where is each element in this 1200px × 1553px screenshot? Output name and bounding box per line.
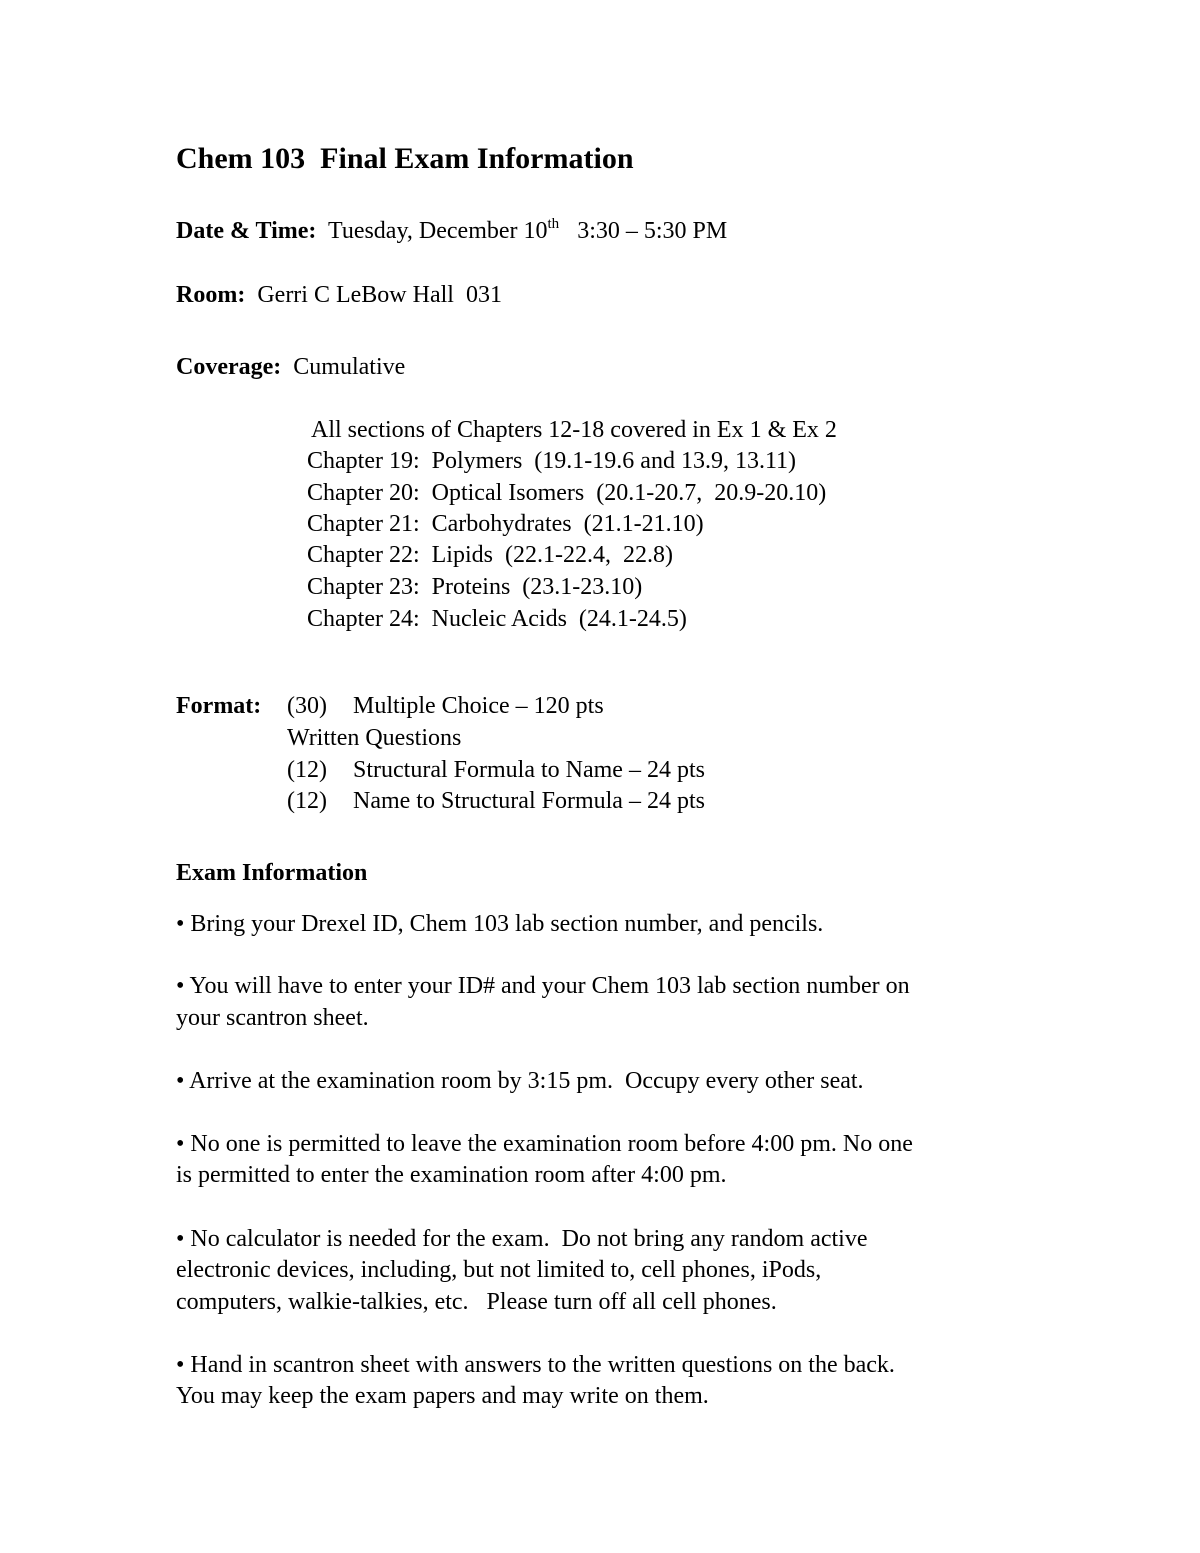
coverage-line (176, 352, 405, 382)
bullet-line: • Arrive at the examination room by 3:15 pm. Occupy every other seat. (176, 1068, 864, 1094)
format-text: Name to Structural Formula – 24 pts (353, 788, 705, 814)
chapter-row (307, 446, 796, 476)
format-label-text: Format: (176, 693, 262, 719)
chapter-number: Chapter 22: (307, 542, 420, 568)
bullet-line: • No calculator is needed for the exam. Do not bring any random active (176, 1226, 868, 1252)
date-suffix: th (547, 216, 560, 232)
page-title: Chem 103 Final Exam Information (176, 142, 634, 175)
chapter-number: Chapter 23: (307, 574, 420, 600)
room-line (176, 280, 502, 310)
coverage-intro: All sections of Chapters 12-18 covered in Ex 1 & Ex 2 (311, 417, 837, 443)
chapter-topic: Carbohydrates (21.1-21.10) (431, 511, 704, 537)
bullet-line: • Bring your Drexel ID, Chem 103 lab section number, and pencils. (176, 911, 824, 937)
chapter-number: Chapter 19: (307, 448, 420, 474)
format-item (287, 691, 604, 721)
format-count: (12) (287, 757, 327, 783)
chapter-number: Chapter 24: (307, 606, 420, 632)
chapter-row (307, 478, 826, 508)
format-text: Written Questions (287, 725, 462, 751)
format-count: (12) (287, 788, 327, 814)
chapter-row (307, 604, 687, 634)
bullet-line: computers, walkie-talkies, etc. Please turn off all cell phones. (176, 1289, 777, 1315)
format-text: Structural Formula to Name – 24 pts (353, 757, 705, 783)
chapter-row (307, 540, 673, 570)
room-value: Gerri C LeBow Hall 031 (257, 282, 502, 308)
coverage-value: Cumulative (293, 354, 406, 380)
chapter-topic: Optical Isomers (20.1-20.7, 20.9-20.10) (431, 480, 827, 506)
chapter-number: Chapter 20: (307, 480, 420, 506)
chapter-number: Chapter 21: (307, 511, 420, 537)
bullet-line: • Hand in scantron sheet with answers to the written questions on the back. (176, 1352, 895, 1378)
chapter-row (307, 509, 704, 539)
bullet-line: is permitted to enter the examination room after 4:00 pm. (176, 1162, 727, 1188)
format-item (287, 755, 705, 785)
format-label (176, 691, 261, 721)
format-count: (30) (287, 693, 327, 719)
chapter-topic: Proteins (23.1-23.10) (431, 574, 643, 600)
date-time-label: Date & Time: (176, 218, 317, 244)
format-item (287, 786, 705, 816)
chapter-topic: Lipids (22.1-22.4, 22.8) (431, 542, 673, 568)
format-item (287, 723, 461, 753)
chapter-row (307, 572, 642, 602)
bullet-line: • You will have to enter your ID# and your Chem 103 lab section number on (176, 973, 910, 999)
bullet-line: your scantron sheet. (176, 1005, 369, 1031)
chapter-topic: Polymers (19.1-19.6 and 13.9, 13.11) (431, 448, 797, 474)
bullet-line: You may keep the exam papers and may write on them. (176, 1383, 709, 1409)
date-time-time: 3:30 – 5:30 PM (577, 218, 728, 244)
bullet-line: • No one is permitted to leave the examination room before 4:00 pm. No one (176, 1131, 913, 1157)
date-time-day: Tuesday, December 10 (328, 218, 548, 244)
coverage-label: Coverage: (176, 354, 282, 380)
room-label: Room: (176, 282, 246, 308)
date-time-line (176, 216, 727, 246)
format-text: Multiple Choice – 120 pts (353, 693, 604, 719)
bullet-line: electronic devices, including, but not limited to, cell phones, iPods, (176, 1257, 822, 1283)
exam-info-heading: Exam Information (176, 860, 368, 886)
chapter-topic: Nucleic Acids (24.1-24.5) (431, 606, 687, 632)
